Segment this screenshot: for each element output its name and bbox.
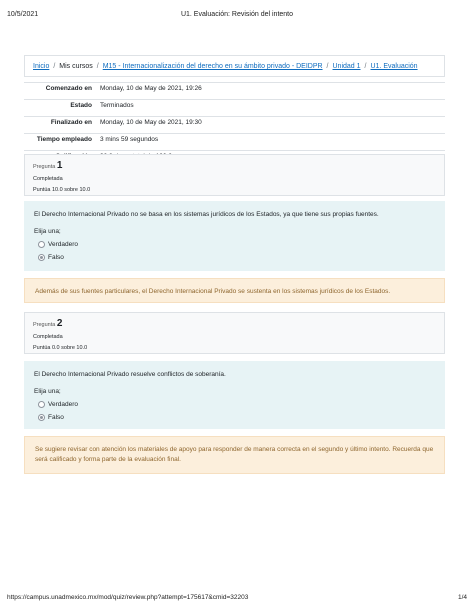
- summary-row: [24, 100, 445, 117]
- summary-label: Finalizado en: [24, 117, 96, 134]
- breadcrumb-course[interactable]: M15 - Internacionalización del derecho en su ámbito privado - DEIDPR: [102, 63, 323, 70]
- print-date: 10/5/2021: [7, 11, 39, 18]
- summary-label: Estado: [24, 100, 96, 117]
- summary-row: [24, 117, 445, 134]
- summary-label: Tiempo empleado: [24, 134, 96, 151]
- summary-value: Terminados: [96, 100, 445, 117]
- feedback-2: Se sugiere revisar con atención los materiales de apoyo para responder de manera correcta en el segundo y último intento. Recuerda que será calificado y forma parte de la evaluación final.: [24, 436, 445, 474]
- breadcrumb-separator: /: [364, 63, 367, 70]
- question-number: 2: [56, 318, 63, 329]
- summary-value: 3 mins 59 segundos: [96, 134, 445, 151]
- question-prefix: Pregunta: [33, 322, 56, 328]
- radio-icon[interactable]: [38, 241, 45, 248]
- option-verdadero[interactable]: [34, 401, 435, 408]
- question-info-2: [24, 312, 445, 354]
- summary-row: [24, 134, 445, 151]
- question-number-label: [33, 160, 436, 171]
- radio-icon[interactable]: [38, 401, 45, 408]
- breadcrumb-mis-cursos: Mis cursos: [59, 63, 93, 70]
- summary-label: Comenzado en: [24, 83, 96, 100]
- option-label: Falso: [48, 414, 64, 421]
- breadcrumb-inicio[interactable]: Inicio: [33, 63, 50, 70]
- radio-checked-icon[interactable]: [38, 254, 45, 261]
- summary-value: Monday, 10 de May de 2021, 19:26: [96, 83, 445, 100]
- question-mark: Puntúa 0.0 sobre 10.0: [33, 345, 88, 351]
- option-label: Verdadero: [48, 241, 78, 248]
- print-title: U1. Evaluación: Revisión del intento: [180, 11, 294, 18]
- question-prompt-text: El Derecho Internacional Privado no se basa en los sistemas jurídicos de los Estados, ya que tiene sus propias fuentes.: [34, 211, 379, 218]
- radio-checked-icon[interactable]: [38, 414, 45, 421]
- print-page-number: 1/4: [457, 594, 467, 601]
- option-falso[interactable]: [34, 254, 435, 261]
- answer-prompt: Elija una;: [34, 388, 61, 395]
- question-prompt-text: El Derecho Internacional Privado resuelve conflictos de soberanía.: [34, 371, 226, 378]
- answer-prompt: Elija una;: [34, 228, 61, 235]
- question-prefix: Pregunta: [33, 164, 56, 170]
- question-number-label: [33, 318, 436, 329]
- question-number: 1: [56, 160, 63, 171]
- question-mark: Puntúa 10.0 sobre 10.0: [33, 187, 91, 193]
- breadcrumb-evaluacion[interactable]: U1. Evaluación: [370, 63, 418, 70]
- question-text-1: [24, 201, 445, 271]
- breadcrumb-unidad[interactable]: Unidad 1: [332, 63, 361, 70]
- question-state: Completada: [33, 334, 63, 340]
- question-info-1: [24, 154, 445, 196]
- summary-row: [24, 83, 445, 100]
- question-state: Completada: [33, 176, 63, 182]
- print-url: https://campus.unadmexico.mx/mod/quiz/review.php?attempt=175617&cmid=32203: [7, 594, 249, 601]
- breadcrumb-separator: /: [96, 63, 99, 70]
- option-label: Falso: [48, 254, 64, 261]
- breadcrumb-separator: /: [53, 63, 56, 70]
- option-label: Verdadero: [48, 401, 78, 408]
- breadcrumb-separator: /: [326, 63, 329, 70]
- option-verdadero[interactable]: [34, 241, 435, 248]
- breadcrumb: [24, 55, 445, 77]
- feedback-1: Además de sus fuentes particulares, el Derecho Internacional Privado se sustenta en los sistemas jurídicos de los Estados.: [24, 278, 445, 303]
- option-falso[interactable]: [34, 414, 435, 421]
- summary-value: Monday, 10 de May de 2021, 19:30: [96, 117, 445, 134]
- question-text-2: [24, 361, 445, 429]
